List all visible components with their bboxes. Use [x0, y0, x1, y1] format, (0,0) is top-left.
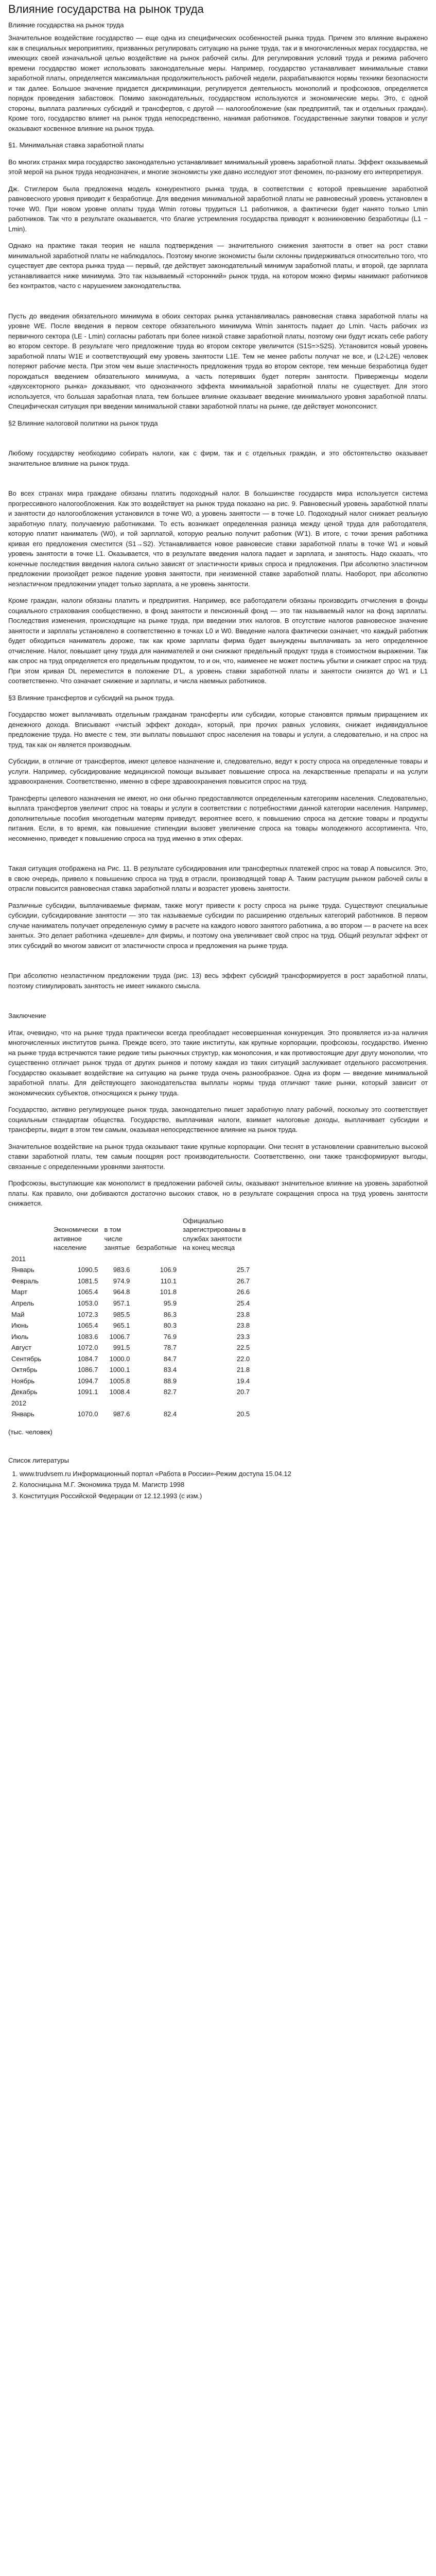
- table-cell: 1083.6: [77, 1332, 98, 1341]
- table-header-cell: Официально зарегистрированы в службах занятости на конец месяца: [183, 1216, 246, 1252]
- table-cell: 1070.0: [77, 1410, 98, 1418]
- sources-list: [8, 1469, 428, 1501]
- table-cell: 1008.4: [109, 1388, 130, 1396]
- table-cell: 1000.0: [109, 1354, 130, 1363]
- table-cell: 1086.7: [77, 1366, 98, 1374]
- table-cell: Январь: [11, 1266, 34, 1274]
- paragraph: Однако на практике такая теория не нашла подтверждения — значительного снижения занятости в ответ на рост ставки минимальной заработной платы не наблюдалось. Поэтому многие экономисты были склонны придерживаться относительно того, что существует две сектора рынка труда — первый, где действует законодательный минимум заработной платы, и второй, где зарплата устанавливается ниже минимума. Это так называемый «сторонний» рынок труда, на котором можно фирмы нанимают работников без контрактов, часто с нарушением законодательства.: [8, 242, 428, 290]
- table-cell: 1005.8: [109, 1377, 130, 1385]
- paragraph: Трансферты целевого назначения не имеют, но они обычно предоставляются определенным категориям населения. Следовательно, выплата трансфертов увеличит спрос на товары и услуги в соответствии с потребностями данной категории населения. Например, дополнительные пособия многодетным матерям приведут, вероятнее всего, к повышению спроса на детские товары и продукты питания. Если, в то время, как повышение стипендии вызовет увеличение спроса на товары молодежного ассортимента. Что, несомненно, приведет к повышению спроса на труд именно в этих сферах.: [8, 794, 428, 842]
- paragraph: Итак, очевидно, что на рынке труда практически всегда преобладает несовершенная конкуренция. Это проявляется из-за наличия многочисленных институтов рынка. Прежде всего, это такие институты, как крупные корпорации, профсоюзы, государство. Именно на рынке труда встречаются такие редкие типы рыночных структур, как монопсония, и как противостоящие друг другу монополии, что существенно отличает рынок труда от других рынков и потому каждая из таких ситуаций заслуживает отдельного рассмотрения. Государство оказывает воздействие на ситуацию на рынке труда очень разнообразное. Одна из форм — введение минимальной заработной платы. Для действующего законодательства выплаты нормы труда отличают такие рынки, который зависит от экономических субъектов, относящихся к рынку труда.: [8, 1028, 428, 1097]
- table-year-label: 2012: [11, 1399, 26, 1407]
- paragraph: Значительное воздействие на рынок труда оказывают такие крупные корпорации. Они теснят в установлении сравнительно высокой ставки заработной платы, тем самым поощряя рост производительности. Соответственно, они также трансформируют выгоды, связанные с определенными уровнями занятости.: [8, 1142, 428, 1171]
- table-cell: 22.5: [236, 1344, 250, 1352]
- table-cell: 1053.0: [77, 1299, 98, 1307]
- page-title: Влияние государства на рынок труда: [8, 3, 204, 15]
- table-cell: 1072.0: [77, 1344, 98, 1352]
- table-cell: 26.6: [236, 1288, 250, 1296]
- table-cell: Сентябрь: [11, 1354, 42, 1363]
- section-heading-3: §3 Влияние трансфертов и субсидий на рынок труда.: [8, 693, 175, 702]
- table-cell: 26.7: [236, 1277, 250, 1285]
- table-cell: 22.0: [236, 1354, 250, 1363]
- table-cell: 82.7: [163, 1388, 177, 1396]
- table-cell: Октябрь: [11, 1366, 38, 1374]
- table-cell: Декабрь: [11, 1388, 38, 1396]
- table-year-row: [8, 1253, 253, 1265]
- table-cell: 80.3: [163, 1321, 177, 1330]
- table-cell: 985.5: [113, 1310, 130, 1318]
- table-cell: 1094.7: [77, 1377, 98, 1385]
- table-cell: Июнь: [11, 1321, 29, 1330]
- source-item: 1. www.trudvsem.ru Информационный портал «Работа в России»-Режим доступа 15.04.12: [20, 1469, 428, 1479]
- table-cell: 78.7: [163, 1344, 177, 1352]
- table-cell: 106.9: [160, 1266, 177, 1274]
- table-cell: 23.8: [236, 1321, 250, 1330]
- figure-gap: [8, 435, 428, 448]
- table-cell: 1006.7: [109, 1332, 130, 1341]
- table-cell: 101.8: [160, 1288, 177, 1296]
- table-cell: 20.7: [236, 1388, 250, 1396]
- paragraph: Государство, активно регулирующее рынок труда, законодательно пишет заработную плату рабочий, поскольку это соответствует социальным стандартам общества. Государство, выплачивая налоги, взимает налоговые доходы, выплачивает субсидии и трансферты, видит в этом тем самым, оказывая непосредственное влияние на рынок труда.: [8, 1106, 428, 1134]
- section-heading-2: §2 Влияние налоговой политики на рынок труда: [8, 419, 158, 427]
- table-cell: 1084.7: [77, 1354, 98, 1363]
- table-cell: 19.4: [236, 1377, 250, 1385]
- table-cell: 1065.4: [77, 1321, 98, 1330]
- figure-gap: [8, 850, 428, 863]
- paragraph-intro: Значительное воздействие государство — еще одна из специфических особенностей рынка труда. Причем это влияние выражено как в специальных мероприятиях, призванных регулировать ситуацию на рынке труда, так и в многочисленных мерах государства, не имеющих своей изначальной целью воздействие на рынок рабочей силы. Для регулирования условий труда и режима рабочего времени государство может использовать законодательные меры. Например, государство устанавливает минимальные ставки заработной платы, определяется максимальная продолжительность рабочей недели, разрабатываются нормы техники безопасности и так далее. Большое значение придается дискриминации, регулируется деятельность монополий и профсоюзов, определяется порядок проведения забастовок. Помимо законодательных, государством используются и экономические меры. Это, с одной стороны, выплата различных субсидий и трансфертов, с другой — налогообложение (как предприятий, так и отдельных граждан). Кроме того, государство влияет на рынок труда непосредственно, нанимая работников. Государственные закупки товаров и услуг оказывают косвенное влияние на рынок труда.: [8, 34, 428, 132]
- table-cell: 76.9: [163, 1332, 177, 1341]
- table-cell: 1090.5: [77, 1266, 98, 1274]
- paragraph: Государство может выплачивать отдельным гражданам трансферты или субсидии, которые становятся прямым приращением их денежного дохода. Вписывают «чистый эффект дохода», который, при прочих равных условиях, снижает индивидуальное предложение труда. Но вместе с тем, эти выплаты повышают спрос населения на товары и услуги, а следовательно, и на спрос на труд, так как он является производным.: [8, 710, 428, 749]
- paragraph: Профсоюзы, выступающие как монополист в предложении рабочей силы, оказывают значительное влияние на уровень заработной платы. Как правило, они добиваются достаточно высоких ставок, но в результате сокращения спроса на труд уровень занятости снижается.: [8, 1179, 428, 1208]
- figure-gap: [8, 957, 428, 971]
- table-cell: 974.9: [113, 1277, 130, 1285]
- table-row: [8, 1376, 253, 1387]
- paragraph: Субсидии, в отличие от трансфертов, имеют целевое назначение и, следовательно, ведут к росту спроса на определенные товары и услуги. Например, субсидирование медицинской помощи вызывает повышение спроса на лекарственные препараты и на услуги здравоохранения. Соответственно, именно в сфере здравоохранения повысится спрос на труд.: [8, 757, 428, 786]
- table-cell: 25.4: [236, 1299, 250, 1307]
- table-row: [8, 1298, 253, 1309]
- table-cell: Март: [11, 1288, 28, 1296]
- table-cell: 20.5: [236, 1410, 250, 1418]
- figure-gap: [8, 997, 428, 1011]
- source-item: 3. Конституция Российской Федерации от 12.12.1993 (с изм.): [20, 1491, 428, 1501]
- table-cell: 964.8: [113, 1288, 130, 1296]
- table-cell: 110.1: [160, 1277, 177, 1285]
- table-cell: 1072.3: [77, 1310, 98, 1318]
- table-cell: Май: [11, 1310, 25, 1318]
- table-cell: 21.8: [236, 1366, 250, 1374]
- table-cell: 88.9: [163, 1377, 177, 1385]
- figure-gap: [8, 475, 428, 488]
- table-row: [8, 1353, 253, 1365]
- table-cell: 1091.1: [77, 1388, 98, 1396]
- table-header-cell: Экономически активное население: [54, 1226, 98, 1252]
- table-row: [8, 1342, 253, 1353]
- section-heading-1: §1. Минимальная ставка заработной платы: [8, 141, 144, 149]
- employment-table: [8, 1215, 253, 1420]
- paragraph: Во многих странах мира государство законодательно устанавливает минимальный уровень заработной платы. Эффект оказываемый этой мерой на рынок труда неоднозначен, и многие экономисты уже давно исследуют этот феномен, по-разному его интерпретируя.: [8, 158, 428, 176]
- paragraph: Пусть до введения обязательного минимума в обоих секторах рынка устанавливалась равновесная ставка заработной платы на уровне WE. После введения в первом секторе обязательного минимума Wmin занятость падает до Lmin. Часть рабочих из первичного сектора (LE - Lmin) согласны работать при более низкой ставке заработной платы, поэтому они будут искать себе работу во втором секторе. В результате чего предложение труда во втором секторе увеличится (S1S=>S2S). Установится новый уровень заработной платы W1E и соответствующий ему уровень занятости L1E. Тем не менее работы получат не все, и (L2-L2E) человек потеряют рабочие места. При этом чем выше эластичность предложения труда во втором секторе, тем меньше безработица будет порождаться введением обязательного минимума, а часть потерявших будет потерян занятости. Приверженцы модели «двухсекторного рынка» доказывают, что однозначного эффекта минимальной заработной платы не существует. Для этого используется, что большая заработная плата, тем большее влияние оказывает введение минимального уровня заработной платы. Специфическая ситуация при введении минимальной ставки заработной платы на рынке, где действует монопсонист.: [8, 312, 428, 411]
- table-cell: 25.7: [236, 1266, 250, 1274]
- sources-title: Список литературы: [8, 1456, 69, 1465]
- paragraph: При абсолютно неэластичном предложении труда (рис. 13) весь эффект субсидий трансформируется в рост заработной платы, поэтому стимулировать занятость не имеет никакого смысла.: [8, 972, 428, 990]
- table-cell: 84.7: [163, 1354, 177, 1363]
- table-header-cell: [8, 1215, 50, 1253]
- table-header-row: [8, 1215, 253, 1253]
- table-cell: Апрель: [11, 1299, 34, 1307]
- paragraph: Любому государству необходимо собирать налоги, как с фирм, так и с отдельных граждан, и это обстоятельство оказывает значительное влияние на рынок труда.: [8, 449, 428, 467]
- section-heading-conclusion: Заключение: [8, 1012, 46, 1020]
- table-row: [8, 1276, 253, 1287]
- table-unit-note: (тыс. человек): [8, 1428, 53, 1436]
- table-header-cell: в том числе занятые: [104, 1226, 130, 1252]
- table-cell: 957.1: [113, 1299, 130, 1307]
- paragraph: Различные субсидии, выплачиваемые фирмам, также могут привести к росту спроса на рынке труда. Существуют специальные субсидии, субсидирование занятости — это так называемые субсидии по расширению отдельных категорий работников. В первом случае наниматель получает определенную сумму в расчете на каждого нового занятого работника, а во втором — в расчете на всех занятых. Это делает работника «дешевле» для фирмы, и поэтому она увеличивает свой спрос на труд. Общий результат эффект от этих субсидий во многом зависит от эластичности спроса и предложения на рынке труда.: [8, 901, 428, 950]
- table-row: [8, 1386, 253, 1398]
- sources-section: [8, 1455, 428, 1501]
- table-year-label: 2011: [11, 1255, 26, 1263]
- table-cell: Июль: [11, 1332, 29, 1341]
- table-cell: Январь: [11, 1410, 34, 1418]
- table-cell: 82.4: [163, 1410, 177, 1418]
- figure-gap: [8, 298, 428, 311]
- table-year-row: [8, 1398, 253, 1409]
- table-body: [8, 1253, 253, 1420]
- table-cell: 991.5: [113, 1344, 130, 1352]
- table-row: [8, 1331, 253, 1343]
- table-row: [8, 1320, 253, 1331]
- paragraph: Кроме граждан, налоги обязаны платить и предприятия. Например, все работодатели обязаны производить отчисления в фонды социального страхования сообщественно, в фонд занятости и пенсионный фонд — это так называемый налог на фонд зарплаты. Последствия изменения, происходящие на рынке труда, при введении этих налогов. В отсутствие налогов равновесное значение занятости и зарплаты установлено в соответственно в точках L0 и W0. Введение налога фактически означает, что каждый работник будет обходиться наниматель дороже, так как кроме зарплаты фирма будет вынуждены выплачивать за него определенное отчисление. Налог, повышает цену труда для нанимателей и они снижают предельный продукт труда в стоимостном выражении. Так как спрос на труд определяется его предельным продуктом, то и он, что, наименее не может постичь убытки и снижает спрос на труд. При этом кривая DL переместится в положение D'L, а уровень ставки заработной платы и занятости снизятся до W1 и L1 соответственно. Что означает снижение и зарплаты, и числа наемных работников.: [8, 597, 428, 685]
- table-cell: 23.3: [236, 1332, 250, 1341]
- table-cell: Февраль: [11, 1277, 39, 1285]
- table-row: [8, 1364, 253, 1376]
- table-cell: 1081.5: [77, 1277, 98, 1285]
- paragraph: Такая ситуация отображена на Рис. 11. В результате субсидирования или трансфертных платежей спрос на товар А повысился. Это, в свою очередь, привело к повышению спроса на труд в отрасли, производящей товар А. Таким растущим рынком рабочей силы в отрасли повысится равновесная ставка заработной платы и возрастет уровень занятости.: [8, 865, 428, 893]
- table-cell: 965.1: [113, 1321, 130, 1330]
- page-subtitle: Влияние государства на рынок труда: [8, 21, 124, 29]
- table-cell: 83.4: [163, 1366, 177, 1374]
- table-header-cell: безработные: [136, 1244, 177, 1252]
- table-cell: 86.3: [163, 1310, 177, 1318]
- table-row: [8, 1409, 253, 1420]
- table-row: [8, 1309, 253, 1320]
- table-cell: 1000.1: [109, 1366, 130, 1374]
- table-cell: Ноябрь: [11, 1377, 35, 1385]
- spacer: [8, 1437, 428, 1450]
- table-cell: 983.6: [113, 1266, 130, 1274]
- table-cell: 987.6: [113, 1410, 130, 1418]
- table-cell: 23.8: [236, 1310, 250, 1318]
- paragraph: Во всех странах мира граждане обязаны платить подоходный налог. В большинстве государств мира используется система прогрессивного налогообложения. Как это воздействует на рынок труда показано на рис. 9. Равновесный уровень заработной платы и занятости до налогообложения установился в точке W0, а уровень занятости — в точке L0. Подоходный налог снижает реальную заработную плату, получаемую работниками. То есть возникает определенная разница между ценой труда для работодателя, которую платит наниматель (W0), и той зарплатой, которую реально получит работник (W'1). В итоге, с точки зрения работника кривая его предложения сместится (S1→S2). Устанавливается новое равновесие ставки заработной платы в точке W1 и новый уровень занятости в точке L1. Оказывается, что в результате введения налога падает и зарплата, и занятость. Надо сказать, что конечные последствия введения налога сильно зависят от эластичности кривых спроса и предложения. При абсолютно эластичном предложении произойдет резкое падение уровня занятости, при неизменной ставке заработной платы. Наоборот, при абсолютно неэластичном предложении упадет только зарплата, а не уровень занятости.: [8, 489, 428, 588]
- table-cell: 1065.4: [77, 1288, 98, 1296]
- paragraph: Дж. Стиглером была предложена модель конкурентного рынка труда, в соответствии с которой превышение заработной равновесного уровня приводит к безработице. Для введения минимальной заработной платы не равновесный уровень установлен в точке W0. При новом уровне оплаты труда Wmin готовы трудиться L1 работников, а фактически будет нанято только Lmin работников. Так что в результате оказывается, что благие устремления государства приводят к возникновению безработицы (L1 − Lmin).: [8, 184, 428, 233]
- table-cell: Август: [11, 1344, 32, 1352]
- source-item: 2. Колосницына М.Г. Экономика труда М. Магистр 1998: [20, 1480, 428, 1490]
- table-cell: 95.9: [163, 1299, 177, 1307]
- table-row: [8, 1286, 253, 1298]
- table-row: [8, 1264, 253, 1276]
